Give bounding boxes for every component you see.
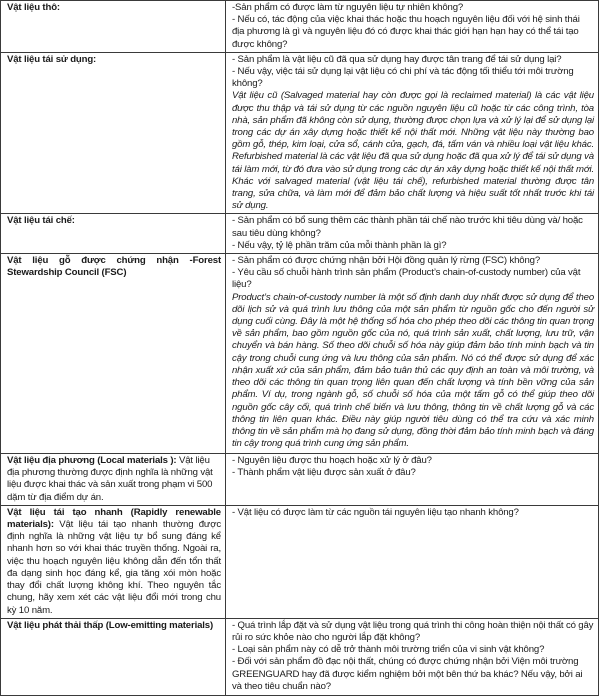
question-item: - Yêu cầu số chuỗi hành trình sản phẩm (Product’s chain-of-custody number) của vật liệu? (232, 267, 581, 291)
question-item: - Nếu vậy, việc tái sử dụng lại vật liệu có chi phí và tác động tối thiểu tới môi trường không? (232, 66, 574, 90)
row-questions-cell (226, 52, 599, 214)
question-item: - Nếu vậy, tỷ lệ phần trăm của mỗi thành phần là gì? (232, 239, 447, 251)
table-row-reused-materials (1, 52, 599, 214)
question-item: - Thành phẩm vật liệu được sản xuất ở đâu? (232, 467, 416, 479)
row-title-cell (1, 1, 226, 53)
table-row-raw-materials (1, 1, 599, 53)
row-title-cell (1, 505, 226, 618)
question-item: - Sản phẩm có được chứng nhận bởi Hội đồng quản lý rừng (FSC) không? (232, 255, 541, 267)
question-item: - Đối với sản phẩm đồ đạc nội thất, chúng có được chứng nhận bởi Viện môi trường GREENGUARD hay đã được kiểm nghiệm bởi một bên thứ ba khác? Nếu vậy, bởi ai và theo tiêu chuẩn nào? (232, 656, 583, 692)
row-questions-cell (226, 454, 599, 506)
row-title-cell (1, 214, 226, 254)
row-title-cell (1, 618, 226, 695)
table-row-recycled-materials (1, 214, 599, 254)
row-title: Vật liệu tái sử dụng: (7, 53, 97, 65)
question-item: - Nguyên liệu được thu hoạch hoặc xử lý ở đâu? (232, 455, 432, 467)
row-questions-cell (226, 1, 599, 53)
row-title: Vật liệu tái tạo nhanh (Rapidly renewable materials): (7, 506, 221, 531)
row-description: Vật liệu tái tạo nhanh thường được định nghĩa là những vật liệu tự bổ sung đáng kể nhanh hơn so với khai thác truyền thống. Ngoài ra, việc thu hoạch nguyên liệu không dẫn đến tổn thất đa dạng sinh học đáng kể, gia tăng xói mòn hoặc thay đổi chất lượng không khí. Theo nguyên tắc chung, hãy xem xét các vật liệu đổi mới trong chu kỳ 10 năm. (7, 519, 221, 616)
question-item: - Sản phẩm có bổ sung thêm các thành phần tái chế nào trước khi tiêu dùng và/ hoặc sau tiêu dùng không? (232, 215, 583, 239)
question-item: -Sản phẩm có được làm từ nguyên liệu tự nhiên không? (232, 2, 464, 13)
row-title-cell (1, 52, 226, 214)
question-item: - Loại sản phẩm này có dễ trở thành môi trường triển của vi sinh vật không? (232, 644, 545, 656)
row-title-cell (1, 254, 226, 454)
table-row-rapidly-renewable (1, 505, 599, 618)
row-description: Vật liệu địa phương thường được định nghĩa là những vật liệu được khai thác và sản xuất trong phạm vi 500 dặm từ địa điểm dự án. (7, 455, 213, 503)
question-item: - Sản phẩm là vật liệu cũ đã qua sử dụng hay được tân trang để tái sử dụng lại? (232, 53, 562, 65)
question-item: - Nếu có, tác động của việc khai thác hoặc thu hoạch nguyên liệu đối với hệ sinh thái địa phương là gì và nguyên liệu đó có được khai thác giới hạn hạn hay có thể tái tạo được không? (232, 14, 580, 50)
row-questions-cell (226, 505, 599, 618)
row-title: Vật liệu thô: (7, 2, 60, 13)
row-questions-cell (226, 254, 599, 454)
row-questions-cell (226, 214, 599, 254)
row-title: Vật liệu địa phương (Local materials ): (7, 455, 177, 467)
row-title: Vật liệu gỗ được chứng nhận -Forest Stewardship Council (FSC) (7, 255, 221, 279)
table-row-low-emitting (1, 618, 599, 695)
row-title: Vật liệu phát thải thấp (Low-emitting materials) (7, 619, 214, 631)
explanatory-note: Vật liệu cũ (Salvaged material hay còn được gọi là reclaimed material) là các vật liệu được thu thập và tái sử dụng từ các nguồn nguyên liệu cũ hoặc từ các công trình, tòa nhà, sản phẩm đã không còn sử dụng, thường được chọn lựa và xử lý lại để sử dụng lại trong các dự án xây dựng hoặc thiết kế nội thất mới. Những vật liệu này thường bao gồm gỗ, thép, kim loại, cửa sổ, cánh cửa, gạch, đá, tấm ván và nhiều loại vật liệu khác. Refurbished material là các vật liệu đã qua sử dụng hoặc đã qua xử lý để tái sử dụng và tái làm mới, từ đó đưa vào sử dụng trong các dự án xây dựng hoặc thiết kế nội thất mới. Khác với salvaged material (vật liệu tái chế), refurbished material thường được tân trang, sửa chữa, và làm mới để đảm bảo chất lượng và hiệu suất tốt nhất trước khi tái sử dụng. (232, 90, 594, 212)
row-questions-cell (226, 618, 599, 695)
table-row-fsc-wood (1, 254, 599, 454)
question-item: - Quá trình lắp đặt và sử dụng vật liệu trong quá trình thi công hoàn thiện nội thất có gây rủi ro sức khỏe nào cho người lắp đặt không? (232, 619, 594, 643)
question-item: - Vật liệu có được làm từ các nguồn tái nguyên liệu tạo nhanh không? (232, 506, 519, 518)
row-title: Vật liệu tái chế: (7, 215, 75, 227)
explanatory-note: Product’s chain-of-custody number là một số định danh duy nhất được sử dụng để theo dõi lịch sử và quá trình lưu thông của một sản phẩm từ nguồn gốc cho đến người sử dụng cuối cùng. Đây là một hệ thống số hóa cho phép theo dõi các thông tin quan trọng về sản phẩm, bao gồm nguồn gốc của nó, quá trình sản xuất, chất lượng, lưu trữ, vận chuyển và bán hàng. Số theo dõi chuỗi số hóa này giúp đảm bảo tính minh bạch và tin cậy trong chuỗi cung ứng và lưu thông của sản phẩm. Nó có thể được sử dụng để xác nhận xuất xứ của sản phẩm, đảm bảo tuân thủ các quy định an toàn và môi trường, và theo dõi các thông tin quan trọng liên quan đến chất lượng và tính bền vững của sản phẩm. Ví dụ, trong ngành gỗ, số chuỗi số hóa của một tấm gỗ có thể giúp theo dõi nguồn gốc cây cối, quá trình chế biến và lưu thông, thông tin về chất lượng gỗ và các thông tin liên quan khác. Điều này giúp người tiêu dùng có thể tra cứu và xác minh thông tin về sản phẩm mà họ đang sử dụng, đồng thời đảm bảo tính minh bạch và đáng tin cậy trong quá trình cung ứng sản phẩm. (232, 291, 594, 450)
table-row-local-materials (1, 454, 599, 506)
row-title-cell (1, 454, 226, 506)
